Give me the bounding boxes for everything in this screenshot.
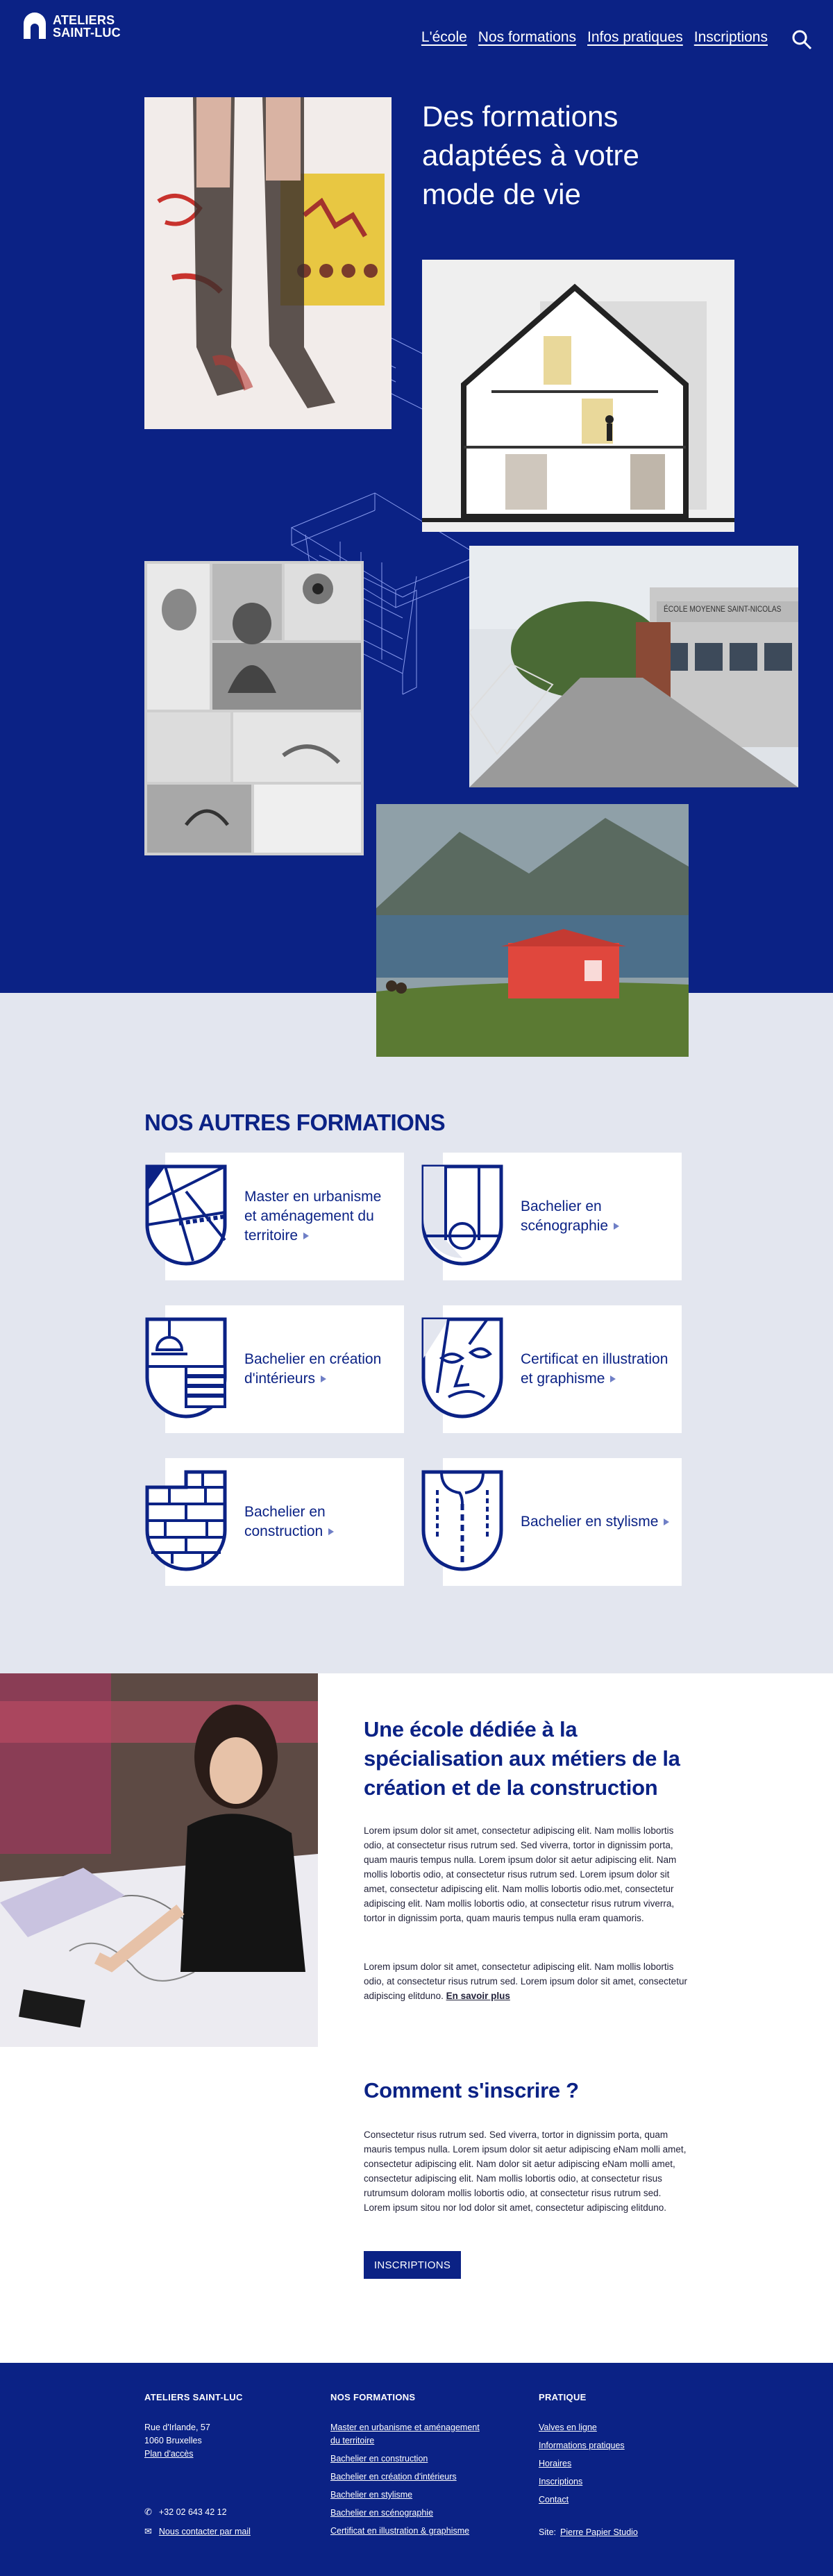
footer-link-valves[interactable]: Valves en ligne	[539, 2423, 597, 2432]
inscriptions-button[interactable]: INSCRIPTIONS	[364, 2251, 461, 2279]
search-icon[interactable]	[791, 29, 812, 50]
urbanism-shield-icon	[144, 1164, 228, 1268]
photo-school-building	[469, 546, 798, 787]
formations-title: NOS AUTRES FORMATIONS	[144, 1110, 446, 1135]
nav-infos-pratiques[interactable]: Infos pratiques	[587, 29, 683, 45]
arch-logo-icon	[22, 12, 47, 40]
arrow-right-icon	[321, 1375, 326, 1382]
footer-map-link[interactable]: Plan d'accès	[144, 2449, 194, 2459]
footer-link-construction[interactable]: Bachelier en construction	[330, 2454, 428, 2464]
footer-address-2: 1060 Bruxelles	[144, 2436, 202, 2445]
formation-label: Bachelier en stylisme	[521, 1514, 659, 1530]
logo-line-2: SAINT-LUC	[53, 26, 121, 40]
stage-shield-icon	[421, 1164, 504, 1268]
face-shield-icon	[421, 1316, 504, 1421]
footer	[0, 2363, 833, 2576]
footer-link-stylisme[interactable]: Bachelier en stylisme	[330, 2490, 413, 2500]
arrow-right-icon	[664, 1519, 669, 1525]
lamp-shield-icon	[144, 1316, 228, 1421]
photo-drawings-collage	[144, 561, 364, 855]
school-paragraph-1: Lorem ipsum dolor sit amet, consectetur adipiscing elit. Nam mollis lobortis odio, at consectetur risus rutrum sed. Sed viverra, tortor in dignissim porta, quam mauris tempus nulla. Lorem ipsum dolor sit aetur adipiscing elit. Nam mollis lobortis odio, at consectetur risus rutrum sed. Lorem ipsum dolor sit amet, consectetur adipiscing elit. Nam mollis lobortis odio.met, consectetur adipiscing elit. Nam mollis lobortis odio, at consectetur risus rutrum viverra, tortor in dignissim porta, quam mauris tempus nulla eram quamoris.	[364, 1825, 677, 1923]
arrow-right-icon	[303, 1232, 309, 1239]
nav-formations[interactable]: Nos formations	[478, 29, 577, 45]
bricks-shield-icon	[144, 1469, 228, 1573]
footer-link-urbanisme[interactable]: Master en urbanisme et aménagement du territoire	[330, 2423, 480, 2445]
footer-link-interieurs[interactable]: Bachelier en création d'intérieurs	[330, 2472, 457, 2482]
footer-phone: +32 02 643 42 12	[158, 2507, 227, 2517]
school-paragraph-2: Lorem ipsum dolor sit amet, consectetur adipiscing elit. Nam mollis lobortis odio, at consectetur risus rutrum sed. Lorem ipsum dolor sit amet, consectetur adipiscing elitduno. En savoir plus	[364, 1962, 687, 2001]
formation-label: Certificat en illustration et graphisme	[521, 1351, 668, 1387]
footer-col3-title: PRATIQUE	[539, 2392, 587, 2402]
footer-link-scenographie[interactable]: Bachelier en scénographie	[330, 2508, 434, 2518]
footer-link-inscriptions[interactable]: Inscriptions	[539, 2477, 583, 2486]
formations-background	[0, 993, 833, 1673]
footer-col2-title: NOS FORMATIONS	[330, 2392, 416, 2402]
photo-red-cabin	[376, 804, 689, 1057]
footer-link-contact[interactable]: Contact	[539, 2495, 569, 2504]
seam-shield-icon	[421, 1469, 504, 1573]
read-more-link[interactable]: En savoir plus	[446, 1991, 510, 2001]
formation-label: Bachelier en création d'intérieurs	[244, 1351, 382, 1387]
arrow-right-icon	[328, 1528, 334, 1535]
formation-label: Bachelier en construction	[244, 1504, 326, 1539]
mail-icon: ✉	[144, 2526, 152, 2536]
logo-line-1: ATELIERS	[53, 13, 115, 27]
arrow-right-icon	[614, 1223, 619, 1230]
footer-link-infos[interactable]: Informations pratiques	[539, 2441, 625, 2450]
photo-legs-socks	[144, 97, 392, 429]
nav-ecole[interactable]: L'école	[421, 29, 467, 45]
photo-house-section	[422, 260, 734, 532]
nav-inscriptions[interactable]: Inscriptions	[693, 29, 768, 45]
footer-site-label: Site:	[539, 2527, 557, 2537]
school-title: Une école dédiée à la spécialisation aux métiers de la création et de la construction	[364, 1717, 680, 1800]
main-nav	[421, 29, 768, 46]
school-sign: ÉCOLE MOYENNE SAINT-NICOLAS	[664, 604, 782, 614]
logo[interactable]	[22, 12, 121, 40]
footer-site-link[interactable]: Pierre Papier Studio	[560, 2527, 638, 2537]
footer-mail-link[interactable]: Nous contacter par mail	[158, 2527, 251, 2536]
formation-label: Master en urbanisme et aménagement du territoire	[244, 1189, 382, 1244]
arrow-right-icon	[610, 1375, 616, 1382]
footer-col1-title: ATELIERS SAINT-LUC	[144, 2392, 243, 2402]
phone-icon: ✆	[144, 2507, 152, 2517]
photo-student-drawing	[0, 1673, 318, 2047]
formation-label: Bachelier en scénographie	[521, 1198, 609, 1234]
footer-link-horaires[interactable]: Horaires	[539, 2459, 572, 2468]
footer-address-1: Rue d'Irlande, 57	[144, 2423, 210, 2432]
footer-link-illustration[interactable]: Certificat en illustration & graphisme	[330, 2526, 470, 2536]
inscription-title: Comment s'inscrire ?	[364, 2078, 579, 2102]
inscription-paragraph: Consectetur risus rutrum sed. Sed viverra, tortor in dignissim porta, quam mauris tempus nulla. Lorem ipsum dolor sit aetur adipiscing eNam molli amet, consectetur adipiscing elit. Nam dolor sit aetur adipiscing eNam molli amet, consectetur adipiscing elit. Nam mollis lobortis odio, at consectetur risus rutrumsum doloram mollis lobortis odio, at consectetur risus rutrum sed. Lorem ipsum sitou nor lod dolor sit amet, consectetur adipiscing elitduno.	[364, 2130, 687, 2213]
hero-title: Des formations adaptées à votre mode de vie	[422, 100, 639, 210]
